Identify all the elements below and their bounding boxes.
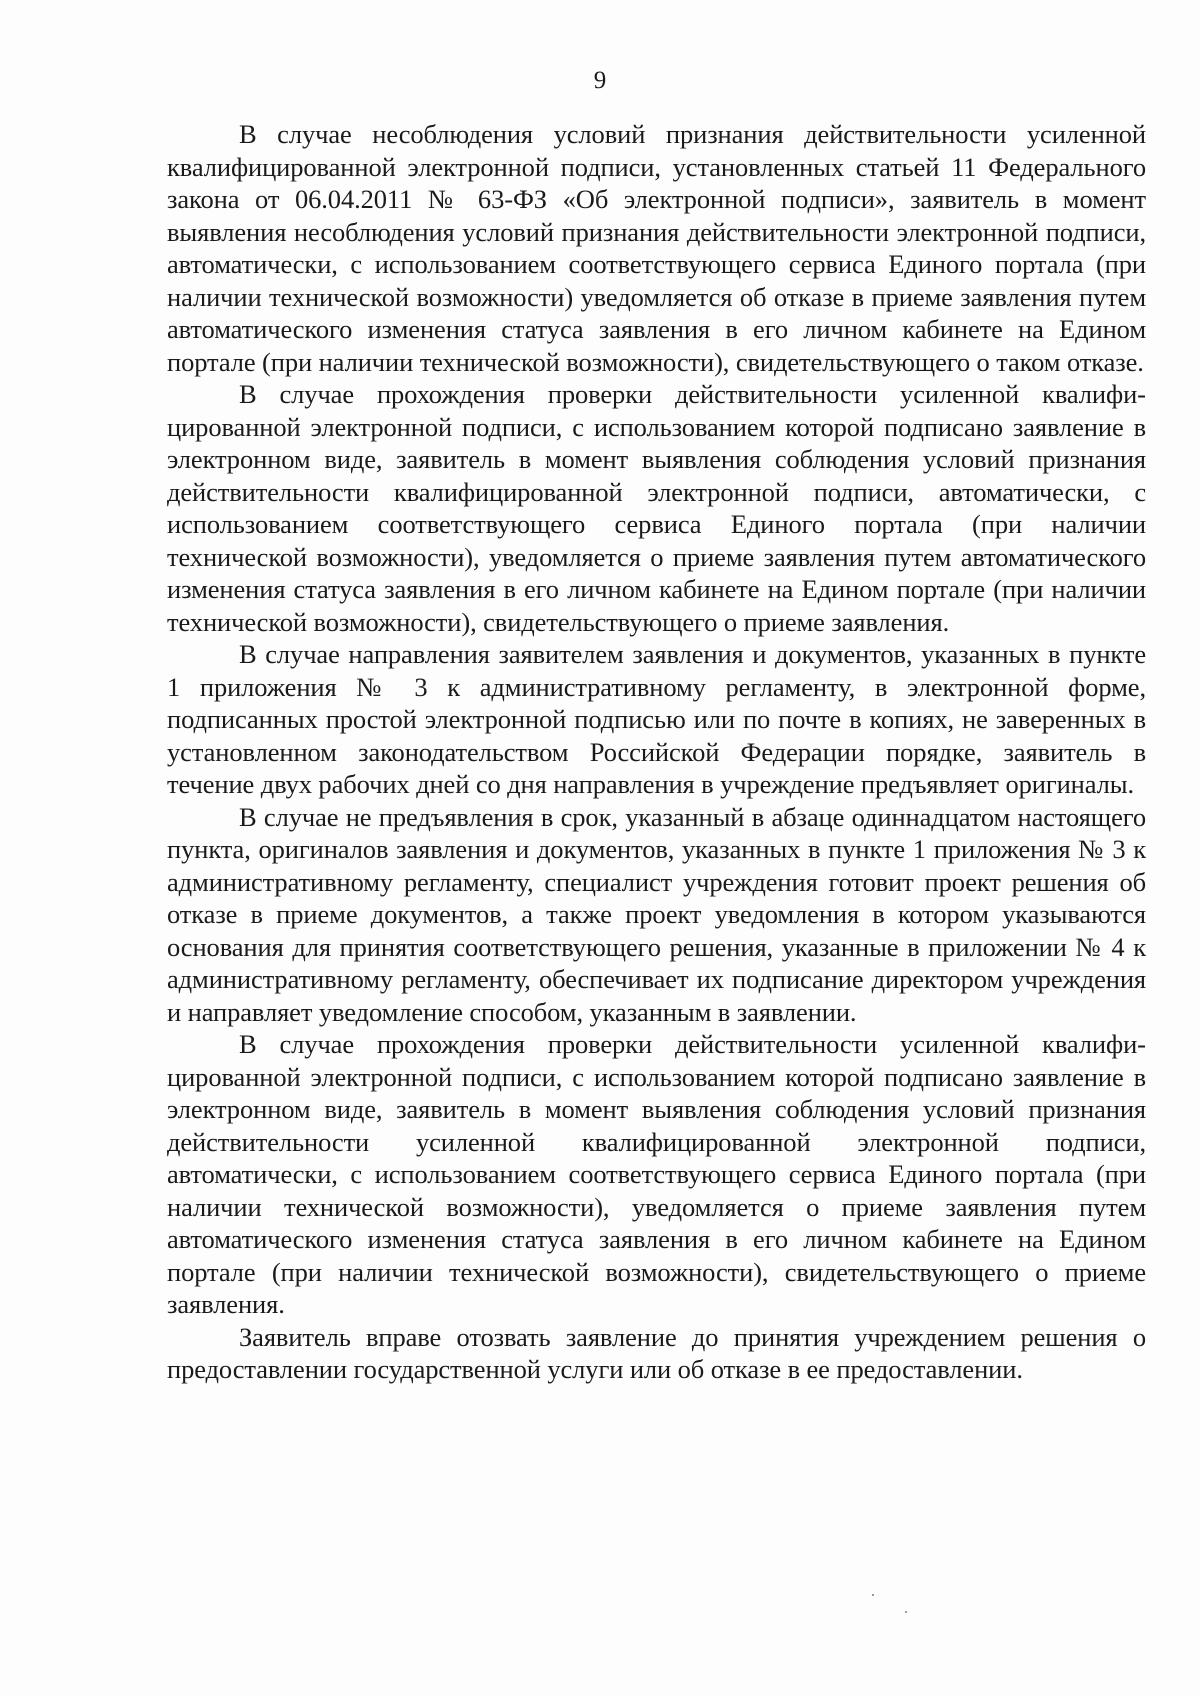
paragraph: В случае не предъявления в срок, указанный в абзаце одиннадцатом настоящего пункта, оригиналов заявления и документов, указанных в пункте 1 приложения № 3 к административному регламенту, специалист учреждения готовит проект решения об отказе в приеме документов, а также проект уведомления в котором указываются основания для принятия соответствующего решения, указанные в приложении № 4 к административному регламенту, обеспечивает их подписание директором учреждения и направляет уведомление способом, указанным в заявлении.	[167, 801, 1146, 1027]
document-body	[167, 118, 1146, 1386]
page-number: 9	[593, 67, 607, 94]
paragraph: Заявитель вправе отозвать заявление до принятия учреждением решения о предоставлении государственной услуги или об отказе в ее предоставлении.	[167, 1321, 1146, 1384]
paragraph: В случае прохождения проверки действительности усиленной квалифицированной электронной подписи, с использованием которой подписано заявление в электронном виде, заявитель в момент выявления соблюдения условий признания действительности квалифицированной электронной подписи, автоматически, с использованием соответствующего сервиса Единого портала (при наличии технической возможности), уведомляется о приеме заявления путем автоматического изменения статуса заявления в его личном кабинете на Едином портале (при наличии технической возможности), свидетельствующего о приеме заявления.	[167, 379, 1146, 637]
paragraph: В случае направления заявителем заявления и документов, указанных в пункте 1 приложения № 3 к административному регламенту, в электронной форме, подписанных простой электронной подписью или по почте в копиях, не заверенных в установленном законодательством Российской Федерации порядке, заявитель в течение двух рабочих дней со дня направления в учреждение предъявляет оригиналы.	[167, 639, 1146, 799]
paragraph: В случае несоблюдения условий признания действительности усиленной квалифицированной электронной подписи, установленных статьей 11 Федерального закона от 06.04.2011 № 63-ФЗ «Об электронной подписи», заявитель в момент выявления несоблюдения условий признания действительности электронной подписи, автоматически, с использованием соответствующего сервиса Единого портала (при наличии технической возможности) уведомляется об отказе в приеме заявления путем автоматического изменения статуса заявления в его личном кабинете на Едином портале (при наличии технической возможности), свидетельствующего о таком отказе.	[167, 119, 1146, 377]
paragraph: В случае прохождения проверки действительности усиленной квалифицированной электронной подписи, с использованием которой подписано заявление в электронном виде, заявитель в момент выявления соблюдения условий признания действительности усиленной квалифицированной электронной подписи, автоматически, с использованием соответствующего сервиса Единого портала (при наличии технической возможности), уведомляется о приеме заявления путем автоматического изменения статуса заявления в его личном кабинете на Едином портале (при наличии технической возможности), свидетельствующего о приеме заявления.	[167, 1029, 1146, 1319]
scan-speck	[872, 1594, 874, 1596]
scan-speck	[905, 1611, 907, 1613]
